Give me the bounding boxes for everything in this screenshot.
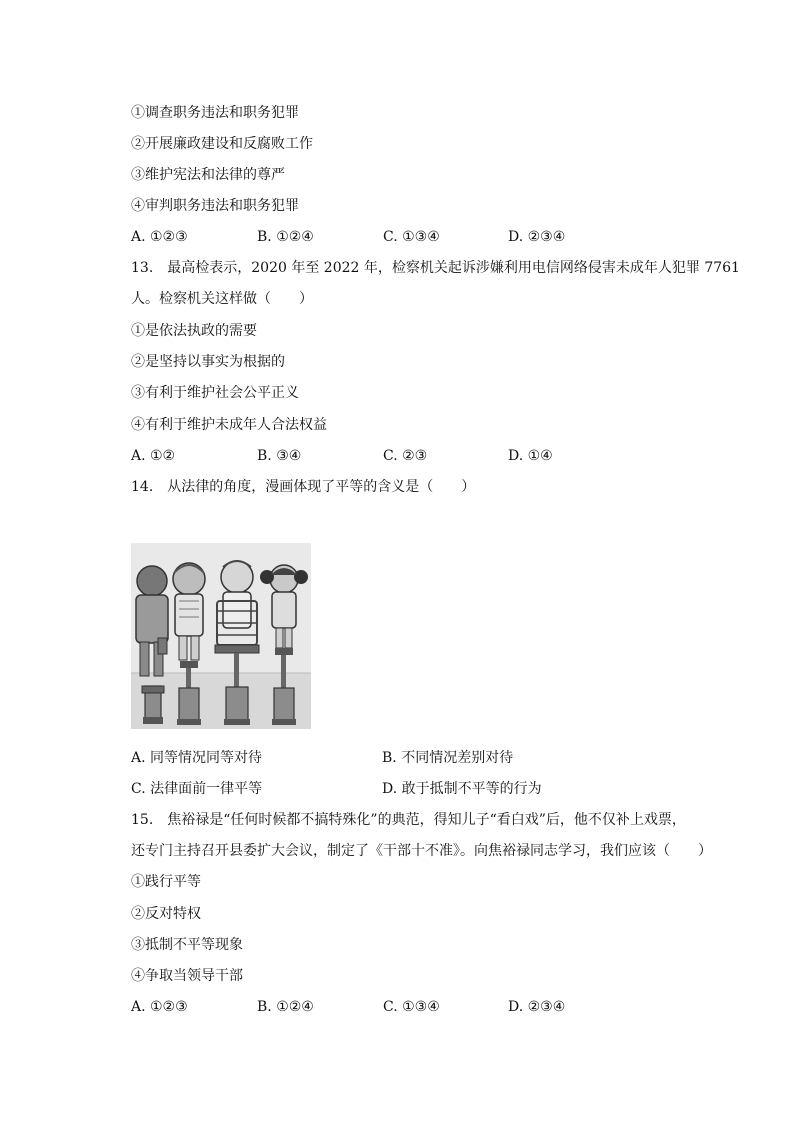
q13-stem: 最高检表示，2020 年至 2022 年，检察机关起诉涉嫌利用电信网络侵害未成年人犯罪 7761: [167, 260, 740, 276]
q15-number: 15.: [131, 812, 154, 828]
q14-option-b: B. 不同情况差别对待: [382, 750, 514, 766]
q15-stem-line1: [131, 811, 686, 829]
q15-option-d: D. ②③④: [508, 999, 566, 1015]
q13-item-2: ②是坚持以事实为根据的: [131, 354, 285, 370]
q15-stem-line2: 还专门主持召开县委扩大会议，制定了《干部十不准》。向焦裕禄同志学习，我们应该（ ）: [131, 843, 712, 859]
q13-option-d: D. ①④: [508, 448, 553, 464]
q15-item-3: ③抵制不平等现象: [131, 937, 243, 953]
q15-option-b: B. ①②④: [257, 999, 314, 1015]
q15-options: [131, 998, 691, 1016]
q12-option-b: B. ①②④: [257, 229, 314, 245]
q14-stem-line: [131, 478, 475, 496]
q14-option-c: C. 法律面前一律平等: [131, 781, 263, 797]
q12-item-2: ②开展廉政建设和反腐败工作: [131, 136, 313, 152]
q12-item-1: ①调查职务违法和职务犯罪: [131, 105, 299, 121]
q15-stem: 焦裕禄是“任何时候都不搞特殊化”的典范，得知儿子“看白戏”后，他不仅补上戏票，: [167, 812, 686, 828]
cartoon-image: [131, 543, 311, 729]
q14-option-a: A. 同等情况同等对待: [131, 750, 263, 766]
q15-option-c: C. ①③④: [383, 999, 440, 1015]
q13-option-a: A. ①②: [131, 448, 176, 464]
q15-item-4: ④争取当领导干部: [131, 968, 243, 984]
q12-option-d: D. ②③④: [508, 229, 566, 245]
q13-options: [131, 447, 691, 465]
q13-item-1: ①是依法执政的需要: [131, 323, 257, 339]
q15-item-2: ②反对特权: [131, 906, 201, 922]
q12-options: [131, 228, 691, 246]
q14-options-row2: [131, 780, 691, 798]
q13-number: 13.: [131, 260, 154, 276]
q14-stem: 从法律的角度，漫画体现了平等的含义是（ ）: [167, 479, 476, 495]
q14-option-d: D. 敢于抵制不平等的行为: [382, 781, 542, 797]
q12-option-a: A. ①②③: [131, 229, 188, 245]
q14-number: 14.: [131, 479, 154, 495]
q13-option-c: C. ②③: [383, 448, 428, 464]
q14-options-row1: [131, 749, 691, 767]
q12-option-c: C. ①③④: [383, 229, 440, 245]
q13-stem-line1: [131, 259, 740, 277]
q13-option-b: B. ③④: [257, 448, 302, 464]
q12-item-3: ③维护宪法和法律的尊严: [131, 167, 285, 183]
q13-item-3: ③有利于维护社会公平正义: [131, 385, 299, 401]
q15-item-1: ①践行平等: [131, 874, 201, 890]
q12-item-4: ④审判职务违法和职务犯罪: [131, 198, 299, 214]
q13-stem-line2: 人。检察机关这样做（ ）: [131, 291, 313, 307]
q13-item-4: ④有利于维护未成年人合法权益: [131, 417, 327, 433]
q15-option-a: A. ①②③: [131, 999, 188, 1015]
